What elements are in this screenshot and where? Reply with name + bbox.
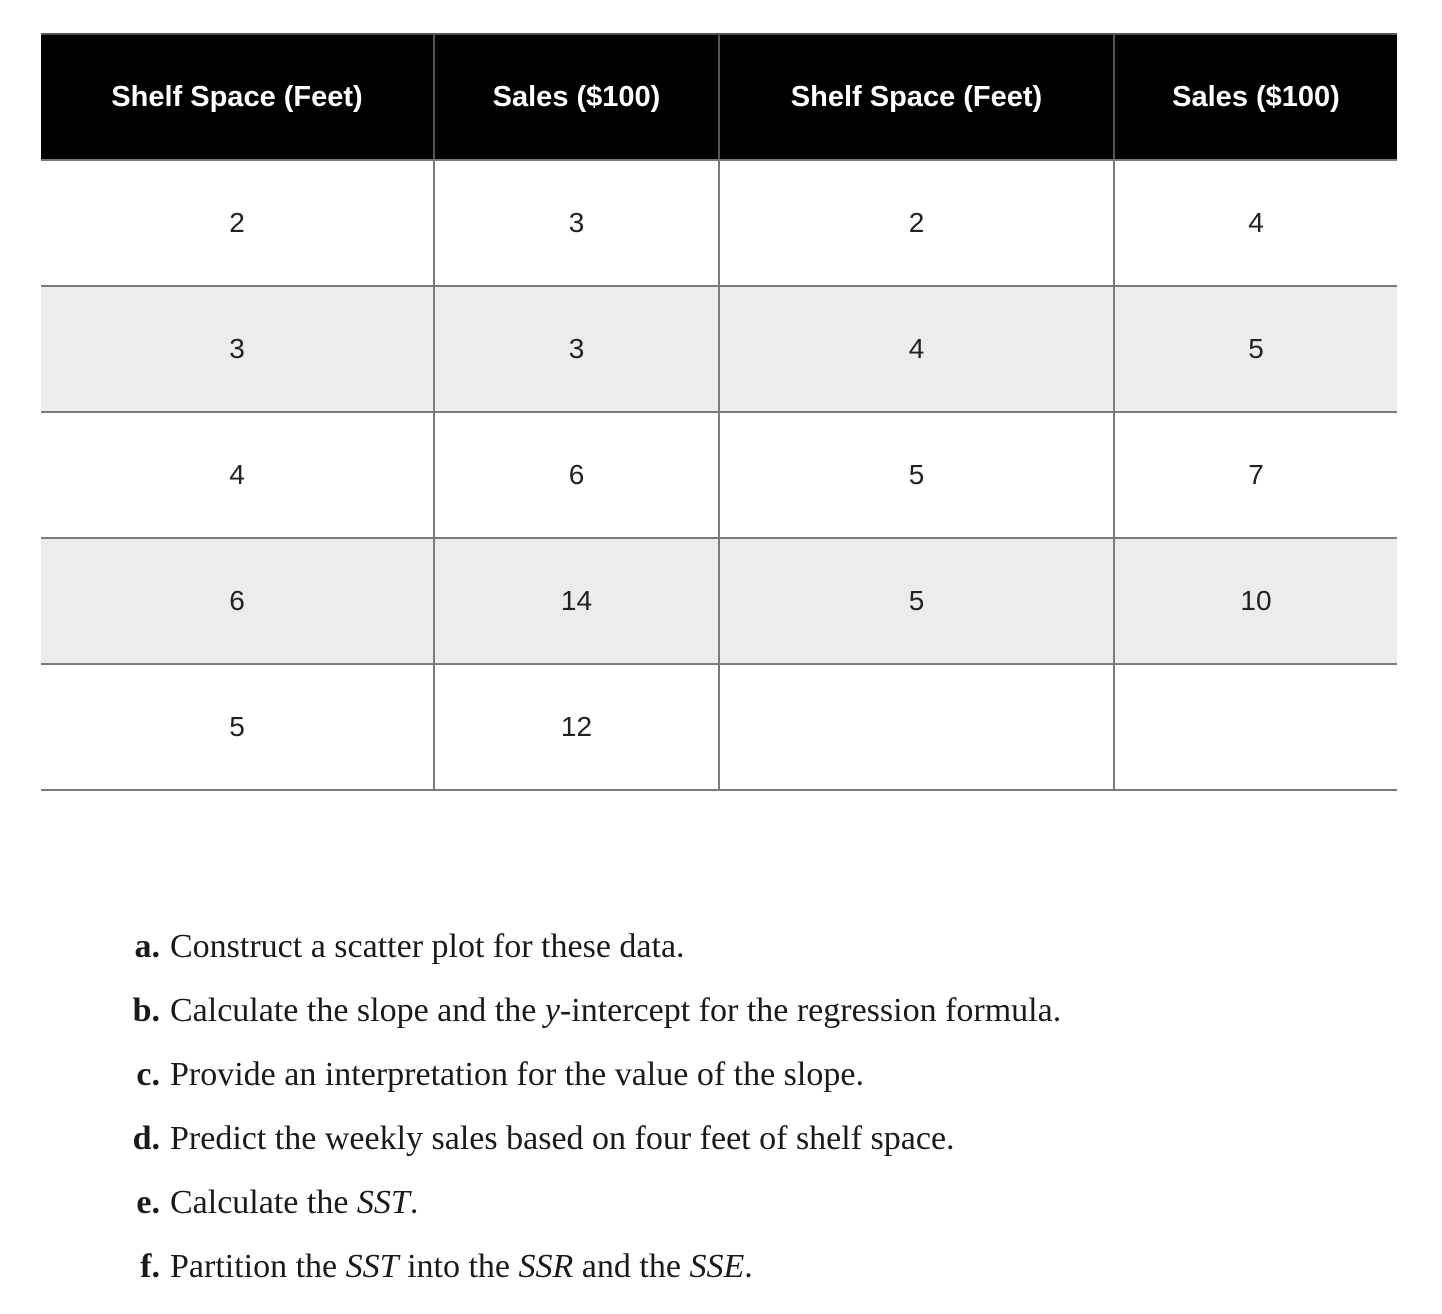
data-table (41, 33, 1397, 791)
question-text: Calculate the SST. (170, 1184, 419, 1221)
table-row (41, 538, 1397, 664)
table-cell: 6 (434, 412, 719, 538)
table-cell: 2 (41, 160, 434, 286)
question-text: Predict the weekly sales based on four feet of shelf space. (170, 1120, 955, 1157)
question-d (0, 1110, 1442, 1174)
question-text: Calculate the slope and the y-intercept for the regression formula. (170, 992, 1062, 1029)
table-cell: 4 (41, 412, 434, 538)
table-row (41, 664, 1397, 790)
table-cell: 4 (1114, 160, 1397, 286)
table-cell: 7 (1114, 412, 1397, 538)
table-cell: 3 (41, 286, 434, 412)
table-cell: 5 (719, 538, 1114, 664)
question-b (0, 982, 1442, 1046)
table-row (41, 286, 1397, 412)
question-a (0, 918, 1442, 982)
header-sales-1: Sales ($100) (434, 34, 719, 160)
question-label: d. (132, 1120, 160, 1157)
table-cell: 3 (434, 160, 719, 286)
table-cell: 10 (1114, 538, 1397, 664)
table-row (41, 160, 1397, 286)
question-c (0, 1046, 1442, 1110)
question-label: f. (140, 1248, 160, 1285)
table-cell: 12 (434, 664, 719, 790)
question-f (0, 1238, 1442, 1302)
table-cell: 5 (41, 664, 434, 790)
question-label: b. (132, 992, 160, 1029)
table-cell: 14 (434, 538, 719, 664)
table-cell (719, 664, 1114, 790)
header-sales-2: Sales ($100) (1114, 34, 1397, 160)
question-label: a. (134, 928, 160, 965)
question-list (0, 918, 1442, 1302)
table-cell: 5 (1114, 286, 1397, 412)
question-text: Partition the SST into the SSR and the SSE. (170, 1248, 753, 1285)
table-cell: 6 (41, 538, 434, 664)
question-e (0, 1174, 1442, 1238)
header-shelf-space-1: Shelf Space (Feet) (41, 34, 434, 160)
question-text: Construct a scatter plot for these data. (170, 928, 685, 965)
table-cell: 4 (719, 286, 1114, 412)
question-label: c. (136, 1056, 160, 1093)
question-text: Provide an interpretation for the value of the slope. (170, 1056, 864, 1093)
table-cell (1114, 664, 1397, 790)
header-row (41, 34, 1397, 160)
table-cell: 3 (434, 286, 719, 412)
table-row (41, 412, 1397, 538)
question-label: e. (136, 1184, 160, 1221)
header-shelf-space-2: Shelf Space (Feet) (719, 34, 1114, 160)
table-cell: 5 (719, 412, 1114, 538)
table-cell: 2 (719, 160, 1114, 286)
